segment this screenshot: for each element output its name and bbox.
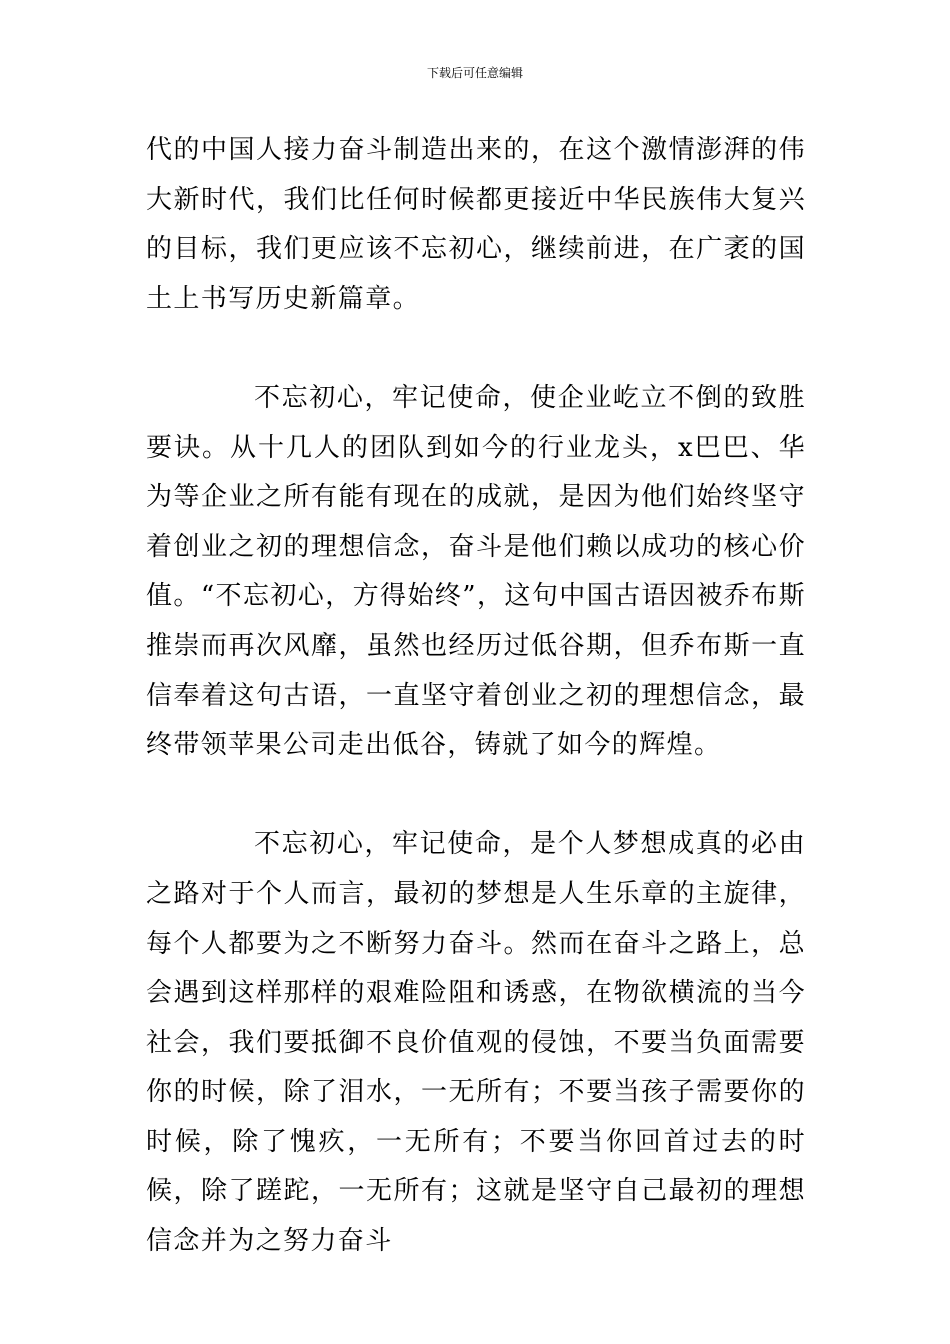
paragraph-enterprise: 不忘初心，牢记使命，使企业屹立不倒的致胜要诀。从十几人的团队到如今的行业龙头，x巴巴、华为等企业之所有能有现在的成就，是因为他们始终坚守着创业之初的理想信念，奋斗是他们赖以成功的核心价值。“不忘初心，方得始终”，这句中国古语因被乔布斯推崇而再次风靡，虽然也经历过低谷期，但乔布斯一直信奉着这句古语，一直坚守着创业之初的理想信念，最终带领苹果公司走出低谷，铸就了如今的辉煌。 — [146, 382, 806, 761]
page-header: 下载后可任意编辑 — [426, 66, 523, 80]
paragraph-continuation: 代的中国人接力奋斗制造出来的，在这个激情澎湃的伟大新时代，我们比任何时候都更接近中华民族伟大复兴的目标，我们更应该不忘初心，继续前进，在广袤的国土上书写历史新篇章。 — [146, 135, 806, 314]
document-body — [146, 126, 806, 1267]
paragraph-personal-dream: 不忘初心，牢记使命，是个人梦想成真的必由之路对于个人而言，最初的梦想是人生乐章的主旋律，每个人都要为之不断努力奋斗。然而在奋斗之路上，总会遇到这样那样的艰难险阻和诱惑，在物欲横流的当今社会，我们要抵御不良价值观的侵蚀，不要当负面需要你的时候，除了泪水，一无所有；不要当孩子需要你的时候，除了愧疚，一无所有；不要当你回首过去的时候，除了蹉跎，一无所有；这就是坚守自己最初的理想信念并为之努力奋斗 — [146, 829, 806, 1257]
